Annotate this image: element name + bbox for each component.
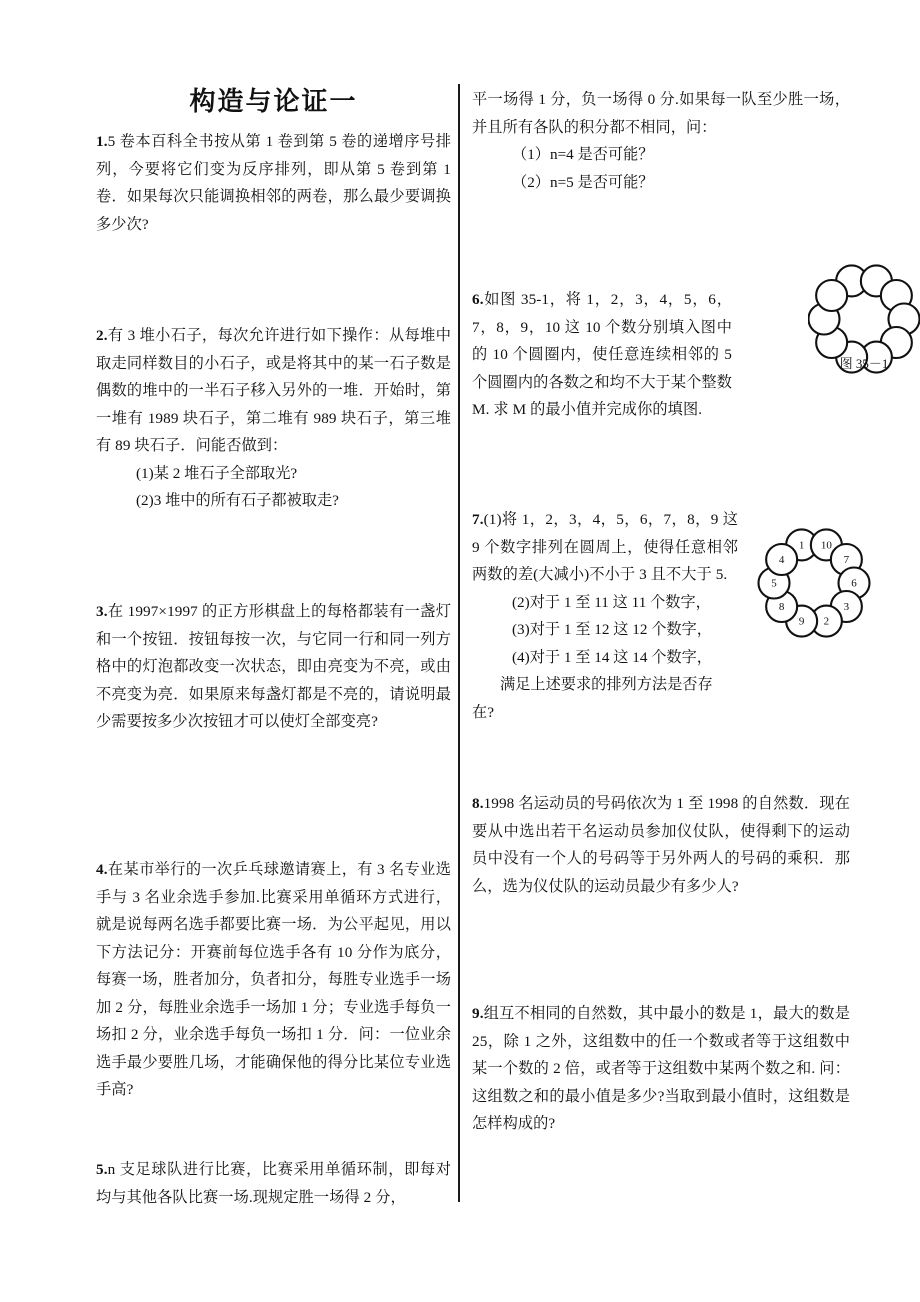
- ring-circle-label: 7: [843, 553, 850, 566]
- problem-1-number: 1.: [96, 133, 108, 150]
- ring-circle-label: 6: [851, 577, 857, 590]
- problem-9: [472, 1000, 850, 1138]
- problem-3-number: 3.: [96, 603, 108, 620]
- problem-2: [96, 322, 451, 460]
- ring-circle-label: 1: [798, 539, 805, 552]
- problem-6-text: 如图 35-1，将 1，2，3，4，5，6，7，8，9，10 这 10 个数分别填入图中的 10 个圆圈内，使任意连续相邻的 5 个圆圈内的各数之和均不大于某个整数 M. 求 M 的最小值并完成你的填图.: [472, 291, 732, 418]
- ring-circle-label: 10: [820, 539, 832, 552]
- problem-7-sub-1: (2)对于 1 至 11 这 11 个数字，: [512, 593, 711, 611]
- problem-8: [472, 790, 850, 900]
- problem-5-sub-1: （1）n=4 是否可能？: [512, 146, 654, 163]
- ring-circle-label: 4: [778, 553, 785, 566]
- problem-2-sub-1: (1)某 2 堆石子全部取光?: [136, 464, 298, 482]
- problem-9-number: 9.: [472, 1005, 484, 1022]
- problem-4-number: 4.: [96, 861, 108, 878]
- problem-7-sub-2: (3)对于 1 至 12 这 12 个数字，: [512, 621, 712, 638]
- problem-5-number: 5.: [96, 1161, 108, 1178]
- problem-7-tail-indent: 满足上述要求的排列方法是否存: [500, 676, 713, 693]
- problem-9-text: 组互不相同的自然数，其中最小的数是 1，最大的数是 25，除 1 之外，这组数中的任一个数或者等于这组数中某一个数的 2 倍，或者等于这组数中某两个数之和. 问：这组数之和的最小值是多少?当取到最小值时，这组数是怎样构成的?: [472, 1005, 850, 1132]
- problem-1: [96, 128, 451, 238]
- problem-5-continuation: 平一场得 1 分，负一场得 0 分.如果每一队至少胜一场，并且所有各队的积分都不相同，问：: [472, 91, 850, 136]
- ring-circle-label: 2: [823, 615, 830, 628]
- problem-7-text: (1)将 1，2，3，4，5，6，7，8，9 这 9 个数字排列在圆周上，使得任意相邻两数的差(大减小)不小于 3 且不大于 5.: [472, 511, 738, 583]
- problem-5-text: n 支足球队进行比赛，比赛采用单循环制，即每对均与其他各队比赛一场.现规定胜一场得 2 分，: [96, 1161, 451, 1206]
- problem-8-number: 8.: [472, 795, 484, 812]
- problem-4-text: 在某市举行的一次乒乓球邀请赛上，有 3 名专业选手与 3 名业余选手参加.比赛采用单循环方式进行，就是说每两名选手都要比赛一场．为公平起见，用以下方法记分：开赛前每位选手各有 10 分作为底分，每赛一场，胜者加分，负者扣分，每胜专业选手一场加 2 分，每胜业余选手一场加 1 分；专业选手每负一场扣 2 分，业余选手每负一场扣 1 分．问：一位业余选手最少要胜几场，才能确保他的得分比某位专业选手高?: [96, 861, 451, 1098]
- problem-7-tail: 在?: [472, 703, 494, 721]
- ring-circle-label: 8: [778, 601, 785, 614]
- problem-7-sub-3: (4)对于 1 至 14 这 14 个数字，: [512, 648, 712, 666]
- column-divider: [458, 84, 460, 1202]
- problem-5-sub-2: （2）n=5 是否可能？: [512, 173, 654, 191]
- ring-numbered-svg: [752, 527, 876, 645]
- problem-3-text: 在 1997×1997 的正方形棋盘上的每格都装有一盏灯和一个按钮．按钮每按一次，与它同一行和同一列方格中的灯泡都改变一次状态，即由亮变为不亮，或由不亮变为亮．如果原来每盏灯都是不亮的，请说明最少需要按多少次按钮才可以使灯全部变亮?: [96, 603, 451, 730]
- problem-2-sub-2: (2)3 堆中的所有石子都被取走?: [136, 492, 339, 509]
- problem-6-number: 6.: [472, 291, 484, 308]
- problem-5: [96, 1156, 451, 1211]
- problem-2-number: 2.: [96, 327, 108, 344]
- problem-4: [96, 856, 451, 1104]
- ring-circle-label: 9: [798, 615, 805, 628]
- problem-8-text: 1998 名运动员的号码依次为 1 至 1998 的自然数．现在要从中选出若干名运动员参加仪仗队，使得剩下的运动员中没有一个人的号码等于另外两人的号码的乘积．那么，选为仪仗队的运动员最少有多少人?: [472, 795, 850, 895]
- problem-7-number: 7.: [472, 511, 484, 528]
- figure-6-caption: 图 35－1: [839, 356, 889, 371]
- ring-circle: [816, 280, 847, 311]
- page-title: 构造与论证一: [189, 87, 358, 116]
- ring-circle-label: 3: [843, 601, 850, 614]
- problem-2-text: 有 3 堆小石子，每次允许进行如下操作：从每堆中取走同样数目的小石子，或是将其中的某一石子数是偶数的堆中的一半石子移入另外的一堆．开始时，第一堆有 1989 块石子，第二堆有 989 块石子，第三堆有 89 块石子．问能否做到：: [96, 327, 451, 454]
- problem-3: [96, 598, 451, 736]
- figure-7-ring-diagram: [752, 527, 876, 645]
- ring-circle-label: 5: [771, 577, 777, 590]
- problem-1-text: 5 卷本百科全书按从第 1 卷到第 5 卷的递增序号排列，今要将它们变为反序排列，即从第 5 卷到第 1 卷．如果每次只能调换相邻的两卷，那么最少要调换多少次?: [96, 133, 451, 233]
